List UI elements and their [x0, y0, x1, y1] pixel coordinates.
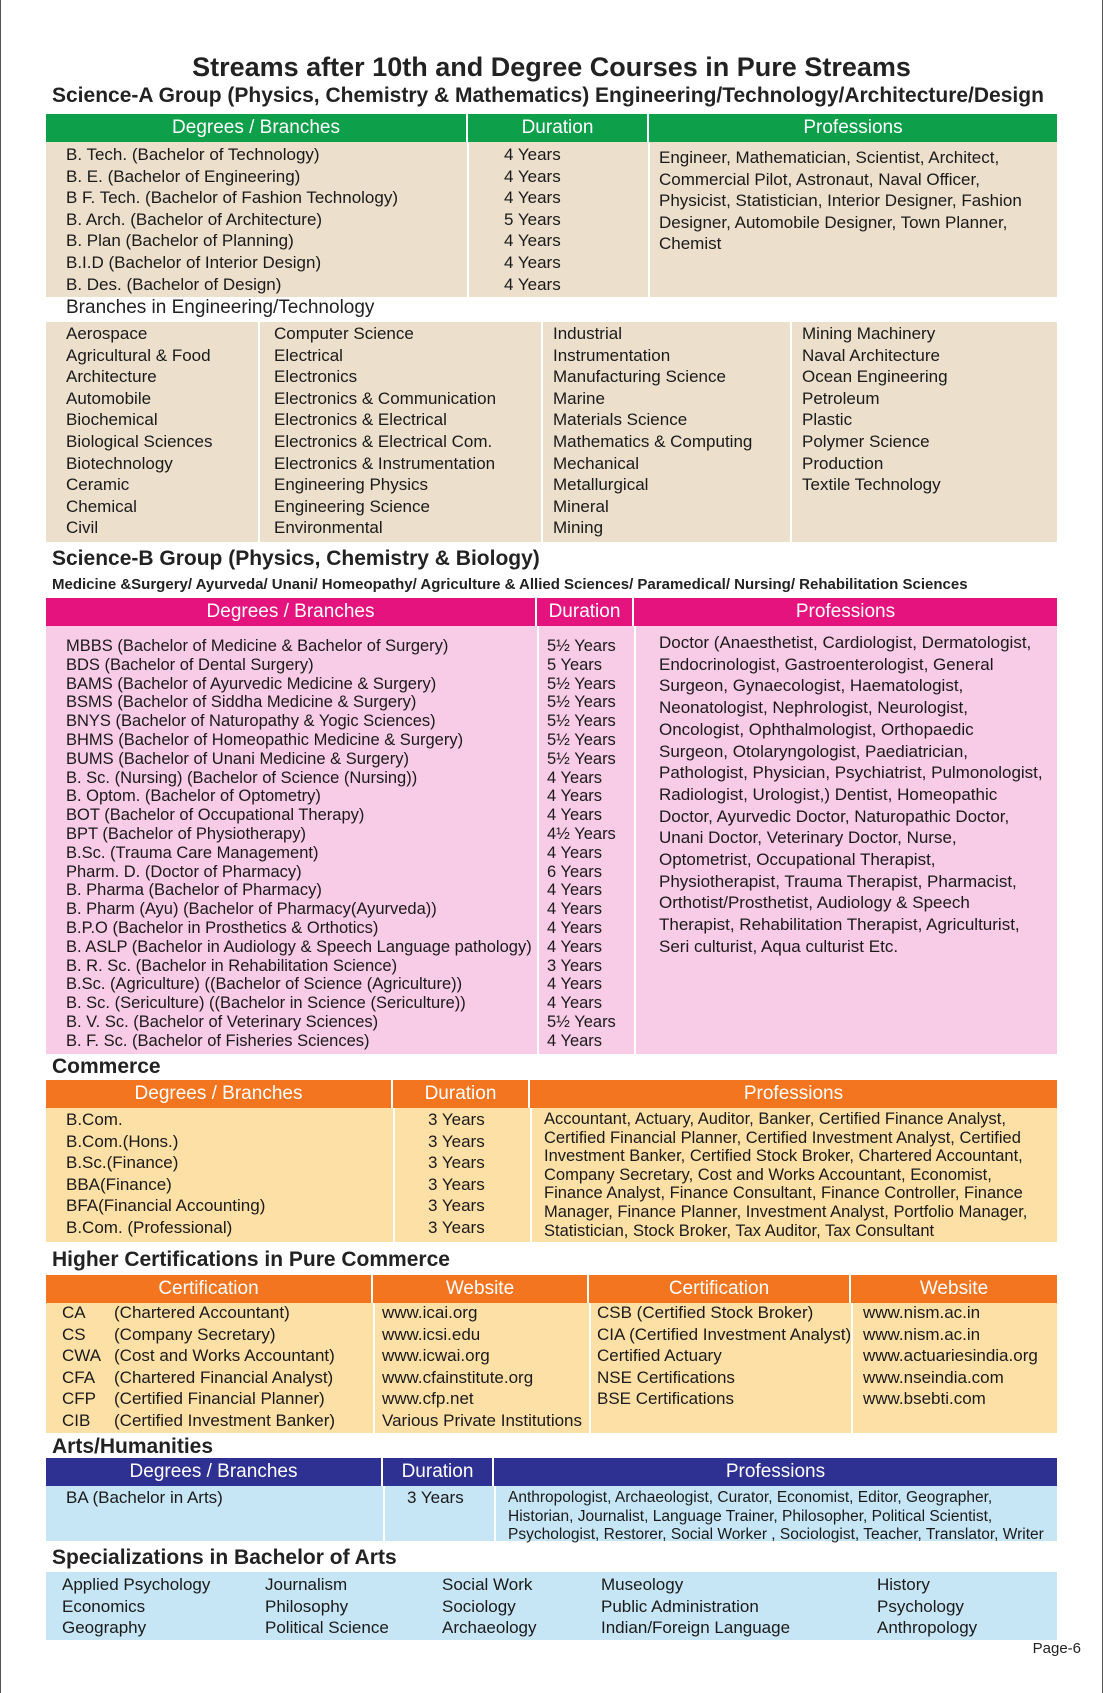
duration-item: 5 Years [504, 209, 561, 229]
specialization-item: Indian/Foreign Language [601, 1618, 791, 1638]
duration-item: 4 Years [504, 231, 561, 251]
header-certification: Certification [46, 1275, 373, 1303]
branch-item: Electrical [274, 345, 343, 365]
specialization-item: Public Administration [601, 1596, 759, 1616]
branch-item: Plastic [802, 410, 853, 430]
science-a-durations [504, 144, 561, 295]
professions-line: Engineer, Mathematician, Scientist, Architect, [659, 148, 1000, 167]
certifications-col-1 [62, 1302, 335, 1432]
degree-item: B.Com.(Hons.) [66, 1131, 179, 1151]
branch-item: Agricultural & Food [66, 345, 211, 365]
specializations-col-2 [265, 1574, 389, 1639]
duration-item: 5½ Years [547, 749, 616, 768]
cert-abbrev: CFA [62, 1367, 96, 1387]
branch-item: Textile Technology [802, 475, 941, 495]
duration-item: 6 Years [547, 862, 603, 881]
divider [258, 322, 260, 542]
duration-item: 4 Years [547, 806, 603, 825]
certification-item [62, 1410, 335, 1432]
specialization-item: History [877, 1575, 930, 1594]
branch-item: Biological Sciences [66, 431, 213, 451]
branch-item: Chemical [66, 496, 137, 516]
professions-line: Manager, Finance Planner, Investment Analyst, Portfolio Manager, [544, 1202, 1028, 1221]
header-degrees: Degrees / Branches [46, 1458, 383, 1486]
degree-item: BPT (Bachelor of Physiotherapy) [66, 824, 306, 843]
header-certification-2: Certification [589, 1275, 851, 1303]
branch-item: Electronics & Instrumentation [274, 453, 496, 473]
duration-item: 3 Years [428, 1196, 485, 1216]
professions-line: Seri culturist, Aqua culturist Etc. [659, 936, 899, 956]
professions-line: Statistician, Stock Broker, Tax Auditor, Tax Consultant [544, 1221, 935, 1240]
branch-item: Electronics [274, 367, 358, 387]
specialization-item: Philosophy [265, 1596, 349, 1616]
duration-item: 4½ Years [547, 824, 616, 843]
header-duration: Duration [383, 1458, 494, 1486]
duration-item: 4 Years [547, 975, 603, 994]
certifications-websites-2 [863, 1302, 1038, 1410]
specializations-col-1 [62, 1574, 210, 1639]
branches-col-2 [274, 323, 496, 539]
professions-line: Commercial Pilot, Astronaut, Naval Officer, [659, 169, 980, 189]
duration-item: 4 Years [547, 843, 603, 862]
certifications-websites-1 [382, 1302, 582, 1432]
certification-item [62, 1345, 335, 1367]
arts-degree: BA (Bachelor in Arts) [66, 1488, 223, 1507]
duration-item: 4 Years [504, 166, 561, 186]
professions-line: Surgeon, Otolaryngologist, Paediatrician, [659, 741, 969, 761]
degree-item: BDS (Bachelor of Dental Surgery) [66, 655, 314, 674]
duration-item: 4 Years [547, 881, 603, 900]
degree-item: B.Sc. (Trauma Care Management) [66, 843, 319, 862]
duration-item: 4 Years [504, 145, 561, 164]
degree-item: B. Sc. (Sericulture) ((Bachelor in Science (Sericulture)) [66, 994, 466, 1013]
branch-item: Architecture [66, 367, 157, 387]
specialization-item: Geography [62, 1618, 147, 1638]
duration-item: 3 Years [428, 1217, 485, 1237]
duration-item: 3 Years [428, 1174, 485, 1194]
branch-item: Ocean Engineering [802, 367, 948, 387]
science-b-subheading: Medicine &Surgery/ Ayurveda/ Unani/ Homeopathy/ Agriculture & Allied Sciences/ Paramedical/ Nursing/ Rehabilitation Sciences [52, 576, 968, 593]
branch-item: Engineering Physics [274, 475, 429, 495]
branch-item: Engineering Science [274, 496, 430, 516]
commerce-heading: Commerce [52, 1055, 161, 1078]
divider [393, 1108, 395, 1242]
science-a-degrees [66, 144, 398, 295]
specializations-heading: Specializations in Bachelor of Arts [52, 1546, 397, 1569]
degree-item: B. Sc. (Nursing) (Bachelor of Science (Nursing)) [66, 768, 418, 787]
specialization-item: Political Science [265, 1618, 389, 1638]
cert-abbrev: CIB [62, 1410, 91, 1430]
degree-item: B. Tech. (Bachelor of Technology) [66, 145, 320, 164]
degree-item: Pharm. D. (Doctor of Pharmacy) [66, 862, 302, 881]
cert-abbrev: CWA [62, 1346, 102, 1366]
duration-item: 4 Years [547, 1031, 603, 1050]
professions-line: Historian, Journalist, Language Trainer, Philosopher, Political Scientist, [508, 1507, 993, 1525]
branch-item: Computer Science [274, 324, 414, 343]
divider [537, 626, 539, 1054]
certifications-col-2 [597, 1302, 851, 1410]
divider [530, 1108, 532, 1242]
duration-item: 3 Years [547, 956, 603, 975]
divider [373, 1303, 375, 1433]
website-item: www.nism.ac.in [863, 1324, 981, 1344]
branch-item: Instrumentation [553, 345, 671, 365]
duration-item: 5½ Years [547, 674, 616, 693]
website-item: www.cfainstitute.org [382, 1367, 534, 1387]
professions-line: Chemist [659, 234, 722, 254]
duration-item: 4 Years [504, 188, 561, 208]
professions-line: Surgeon, Gynaecologist, Haematologist, [659, 676, 964, 696]
branch-item: Mechanical [553, 453, 639, 473]
professions-line: Investment Banker, Certified Stock Broker, Chartered Accountant, [544, 1147, 1023, 1166]
branch-item: Mining Machinery [802, 324, 936, 343]
degree-item: B. Des. (Bachelor of Design) [66, 274, 282, 294]
specialization-item: Applied Psychology [62, 1575, 211, 1594]
degree-item: BNYS (Bachelor of Naturopathy & Yogic Sciences) [66, 712, 436, 731]
certification-item: CIA (Certified Investment Analyst) [597, 1324, 852, 1344]
duration-item: 5½ Years [547, 637, 616, 655]
header-duration: Duration [537, 598, 634, 626]
branch-item: Naval Architecture [802, 345, 940, 365]
professions-line: Certified Financial Planner, Certified Investment Analyst, Certified [544, 1128, 1021, 1147]
specializations-col-5 [877, 1574, 977, 1639]
header-duration: Duration [468, 114, 649, 142]
degree-item: BSMS (Bachelor of Siddha Medicine & Surgery) [66, 693, 417, 712]
cert-abbrev: CA [62, 1303, 86, 1322]
website-item: www.bsebti.com [863, 1389, 986, 1409]
specialization-item: Psychology [877, 1596, 964, 1616]
professions-line: Company Secretary, Cost and Works Accountant, Economist, [544, 1165, 992, 1184]
specializations-col-3 [442, 1574, 537, 1639]
certification-item: CSB (Certified Stock Broker) [597, 1303, 814, 1322]
website-item: www.nism.ac.in [863, 1303, 981, 1322]
divider [648, 142, 650, 297]
degree-item: B.P.O (Bachelor in Prosthetics & Orthotics) [66, 918, 379, 937]
science-b-heading: Science-B Group (Physics, Chemistry & Biology) [52, 547, 540, 570]
degree-item: B. F. Sc. (Bachelor of Fisheries Sciences) [66, 1031, 370, 1050]
degree-item: B. Pharma (Bachelor of Pharmacy) [66, 881, 322, 900]
branch-item: Electronics & Electrical Com. [274, 431, 493, 451]
branch-item: Petroleum [802, 388, 880, 408]
certifications-heading: Higher Certifications in Pure Commerce [52, 1248, 450, 1271]
professions-line: Physiotherapist, Trauma Therapist, Pharmacist, [659, 871, 1017, 891]
header-degrees: Degrees / Branches [46, 114, 468, 142]
branch-item: Electronics & Electrical [274, 410, 447, 430]
degree-item: B. R. Sc. (Bachelor in Rehabilitation Science) [66, 956, 398, 975]
degree-item: BUMS (Bachelor of Unani Medicine & Surgery) [66, 749, 409, 768]
specialization-item: Economics [62, 1596, 146, 1616]
professions-line: Therapist, Rehabilitation Therapist, Agriculturist, [659, 915, 1020, 935]
professions-line: Anthropologist, Archaeologist, Curator, Economist, Editor, Geographer, [508, 1489, 993, 1506]
duration-item: 4 Years [547, 918, 603, 937]
website-item: www.cfp.net [382, 1389, 474, 1409]
duration-item: 4 Years [504, 252, 561, 272]
branch-item: Mathematics & Computing [553, 431, 753, 451]
degree-item: B.Sc.(Finance) [66, 1153, 179, 1173]
certification-item [62, 1324, 335, 1346]
commerce-professions [544, 1110, 1040, 1240]
header-professions: Professions [649, 114, 1057, 142]
divider [790, 322, 792, 542]
cert-fullname: (Company Secretary) [114, 1324, 276, 1344]
professions-line: Optometrist, Occupational Therapist, [659, 850, 936, 870]
professions-line: Orthotist/Prosthetist, Audiology & Speech [659, 893, 970, 913]
branch-item: Polymer Science [802, 431, 930, 451]
header-degrees: Degrees / Branches [46, 598, 537, 626]
website-item: www.icsi.edu [382, 1324, 481, 1344]
header-website-2: Website [851, 1275, 1057, 1303]
website-item: Various Private Institutions [382, 1410, 582, 1430]
cert-fullname: (Chartered Accountant) [114, 1303, 290, 1322]
degree-item: B. E. (Bachelor of Engineering) [66, 166, 301, 186]
duration-item: 5½ Years [547, 693, 616, 712]
specializations-col-4 [601, 1574, 790, 1639]
duration-item: 3 Years [428, 1153, 485, 1173]
page-title: Streams after 10th and Degree Courses in Pure Streams [192, 52, 911, 82]
arts-professions [508, 1489, 1048, 1545]
left-border [0, 0, 1, 1693]
degree-item: BHMS (Bachelor of Homeopathic Medicine & Surgery) [66, 730, 464, 749]
branch-item: Production [802, 453, 884, 473]
header-website: Website [373, 1275, 589, 1303]
science-b-professions [659, 632, 1045, 958]
branch-item: Metallurgical [553, 475, 649, 495]
degree-item: B. Optom. (Bachelor of Optometry) [66, 787, 321, 806]
arts-duration: 3 Years [407, 1488, 464, 1507]
header-duration: Duration [393, 1080, 530, 1108]
commerce-header [46, 1080, 1057, 1108]
header-professions: Professions [530, 1080, 1057, 1108]
specialization-item: Archaeology [442, 1618, 537, 1638]
professions-line: Accountant, Actuary, Auditor, Banker, Certified Finance Analyst, [544, 1110, 1006, 1128]
degree-item: BBA(Finance) [66, 1174, 172, 1194]
science-b-durations [547, 637, 616, 1051]
duration-item: 5½ Years [547, 1012, 616, 1031]
duration-item: 5 Years [547, 655, 603, 674]
degree-item: B.Com. (Professional) [66, 1217, 233, 1237]
website-item: www.nseindia.com [863, 1367, 1004, 1387]
divider [589, 1303, 591, 1433]
cert-fullname: (Chartered Financial Analyst) [114, 1367, 334, 1387]
branch-item: Marine [553, 388, 605, 408]
header-professions: Professions [634, 598, 1057, 626]
divider [541, 322, 543, 542]
website-item: www.icai.org [382, 1303, 478, 1322]
duration-item: 3 Years [428, 1131, 485, 1151]
duration-item: 4 Years [547, 768, 603, 787]
cert-abbrev: CS [62, 1324, 86, 1344]
specialization-item: Anthropology [877, 1618, 978, 1638]
divider [383, 1486, 385, 1541]
duration-item: 4 Years [547, 937, 603, 956]
cert-fullname: (Certified Investment Banker) [114, 1410, 336, 1430]
header-professions: Professions [494, 1458, 1057, 1486]
duration-item: 5½ Years [547, 712, 616, 731]
specialization-item: Journalism [265, 1575, 348, 1594]
professions-line: Oncologist, Ophthalmologist, Orthopaedic [659, 719, 974, 739]
branches-col-1 [66, 323, 212, 539]
cert-fullname: (Cost and Works Accountant) [114, 1346, 335, 1366]
degree-item: B. V. Sc. (Bachelor of Veterinary Sciences) [66, 1012, 379, 1031]
professions-line: Physicist, Statistician, Interior Designer, Fashion [659, 191, 1022, 211]
arts-header [46, 1458, 1057, 1486]
certification-item: Certified Actuary [597, 1346, 722, 1366]
professions-line: Endocrinologist, Gastroenterologist, General [659, 654, 994, 674]
degree-item: B. Pharm (Ayu) (Bachelor of Pharmacy(Ayurveda)) [66, 900, 437, 919]
divider [467, 142, 469, 297]
header-degrees: Degrees / Branches [46, 1080, 393, 1108]
branch-item: Civil [66, 518, 99, 538]
duration-item: 3 Years [428, 1110, 485, 1129]
duration-item: 4 Years [547, 787, 603, 806]
professions-line: Psychologist, Restorer, Social Worker , Sociologist, Teacher, Translator, Writer [508, 1526, 1044, 1543]
degree-item: B.Com. [66, 1110, 123, 1129]
arts-heading: Arts/Humanities [52, 1435, 214, 1458]
branch-item: Manufacturing Science [553, 367, 726, 387]
science-b-header [46, 598, 1057, 626]
branches-col-4 [802, 323, 948, 496]
commerce-durations [428, 1109, 485, 1239]
branch-item: Environmental [274, 518, 383, 538]
duration-item: 4 Years [504, 274, 561, 294]
divider [494, 1486, 496, 1541]
certification-item: NSE Certifications [597, 1367, 735, 1387]
certification-item: BSE Certifications [597, 1389, 734, 1409]
professions-line: Designer, Automobile Designer, Town Planner, [659, 212, 1008, 232]
certification-item [62, 1367, 335, 1389]
science-b-degrees [66, 637, 532, 1051]
degree-item: B. ASLP (Bachelor in Audiology & Speech Language pathology) [66, 937, 532, 956]
branch-item: Materials Science [553, 410, 688, 430]
science-a-header [46, 114, 1057, 142]
specialization-item: Museology [601, 1575, 684, 1594]
branch-item: Electronics & Communication [274, 388, 497, 408]
professions-line: Doctor, Ayurvedic Doctor, Naturopathic Doctor, [659, 806, 1010, 826]
degree-item: BAMS (Bachelor of Ayurvedic Medicine & Surgery) [66, 674, 437, 693]
divider [634, 626, 636, 1054]
degree-item: BFA(Financial Accounting) [66, 1196, 266, 1216]
page-number: Page-6 [1032, 1640, 1081, 1657]
certification-item [62, 1302, 335, 1324]
professions-line: Radiologist, Urologist,) Dentist, Homeopathic [659, 784, 998, 804]
divider [851, 1303, 853, 1433]
certifications-header [46, 1275, 1057, 1303]
branch-item: Industrial [553, 324, 622, 343]
branch-item: Mineral [553, 496, 609, 516]
degree-item: B. Plan (Bachelor of Planning) [66, 231, 294, 251]
duration-item: 4 Years [547, 900, 603, 919]
cert-abbrev: CFP [62, 1389, 96, 1409]
cert-fullname: (Certified Financial Planner) [114, 1389, 325, 1409]
professions-line: Neonatologist, Nephrologist, Neurologist, [659, 698, 969, 718]
degree-item: B.Sc. (Agriculture) ((Bachelor of Science (Agriculture)) [66, 975, 463, 994]
degree-item: MBBS (Bachelor of Medicine & Bachelor of Surgery) [66, 637, 449, 655]
branch-item: Aerospace [66, 324, 148, 343]
degree-item: BOT (Bachelor of Occupational Therapy) [66, 806, 365, 825]
specialization-item: Sociology [442, 1596, 516, 1616]
branch-item: Biochemical [66, 410, 158, 430]
degree-item: B F. Tech. (Bachelor of Fashion Technology) [66, 188, 398, 208]
specialization-item: Social Work [442, 1575, 533, 1594]
certification-item [62, 1388, 335, 1410]
branch-item: Ceramic [66, 475, 130, 495]
professions-line: Unani Doctor, Veterinary Doctor, Nurse, [659, 828, 957, 848]
duration-item: 5½ Years [547, 730, 616, 749]
professions-line: Doctor (Anaesthetist, Cardiologist, Dermatologist, [659, 633, 1032, 652]
science-a-heading: Science-A Group (Physics, Chemistry & Mathematics) Engineering/Technology/Architecture/Design [52, 84, 1044, 107]
branch-item: Biotechnology [66, 453, 173, 473]
professions-line: Finance Analyst, Finance Consultant, Finance Controller, Finance [544, 1184, 1023, 1203]
degree-item: B.I.D (Bachelor of Interior Design) [66, 252, 322, 272]
website-item: www.actuariesindia.org [863, 1346, 1038, 1366]
branches-heading: Branches in Engineering/Technology [66, 297, 375, 318]
commerce-degrees [66, 1109, 265, 1239]
branch-item: Mining [553, 518, 604, 538]
website-item: www.icwai.org [382, 1346, 490, 1366]
degree-item: B. Arch. (Bachelor of Architecture) [66, 209, 323, 229]
science-a-professions [659, 147, 1022, 255]
branches-col-3 [553, 323, 752, 539]
professions-line: Pathologist, Physician, Psychiatrist, Pulmonologist, [659, 763, 1043, 783]
duration-item: 4 Years [547, 994, 603, 1013]
branch-item: Automobile [66, 388, 152, 408]
